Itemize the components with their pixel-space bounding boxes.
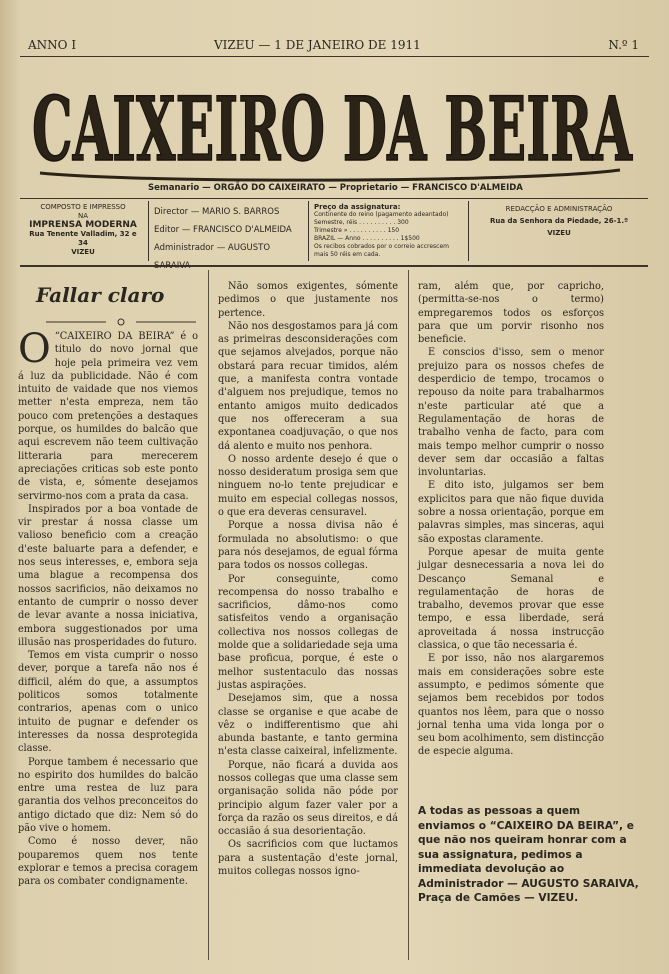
subscription-notice: A todas as pessoas a quem enviamos o “CAIXEIRO DA BEIRA”, e que não nos queiram honrar com a sua assignatura, pedimos a immediata devolução ao Administrador — AUGUSTO SARAIVA, Praça de Camões — VIZEU. [418,805,639,904]
masthead-logo [20,58,645,188]
title-ornament [46,318,196,326]
article-column-3: ram, além que, por capricho, (permitta-se-nos o termo) empregaremos todos os esforços para que um porvir risonho nos beneficie. E conscios d'isso, sem o menor prejuizo para os nossos chefes de desperdicio de tempo, trocamos o repouso da noite para trabalharmos n'este particular até que a Regulamentação de horas de trabalho venha de facto, para com mais tempo melhor cumprir o nosso dever sem dar occasião a faltas involuntarias. E dito isto, julgamos ser bem explicitos para que não fique duvida sobre a nossa orientação, porque em palavras simples, mas sinceras, aqui são expostas claramente. Porque apesar de muita gente julgar desnecessaria a nova lei do Descanço Semanal e regulamentação de horas de trabalho, devemos provar que esse tempo, e essa liberdade, será aproveitada á nossa instrucção classica, o que tão necessaria é. E por isso, não nos alargaremos mais em considerações sobre este assumpto, e pedimos sómente que sejamos bem recebidos por todos quantos nos lêem, para que o nosso jornal tenha uma vida longa por o seu bom acolhimento, sem distincção de especie alguma. [418,281,604,758]
article-column-1: O “CAIXEIRO DA BEIRA” é o titulo do novo jornal que hoje pela primeira vez vem á luz da publicidade. Não é com intuito de vaidade que nos viemos metter n'esta empreza, nem tão pouco com pretenções a destaques porque, os humildes do balcão que aqui escrevem não teem cultivação litteraria para merecerem apreciações criticas sob este ponto de vista, e, sómente desejamos servirmo-nos com a prata da casa. Inspirados por a boa vontade de vir prestar á nossa classe um valioso beneficio com a creação d'este baluarte para a defender, e nos seus interesses, e, embora seja uma blague a recompensa dos nossos sacrificios, não deixamos no entanto de cumprir o nosso dever de levar avante a nossa iniciativa, embora suggestionados por uma illusão nas prosperidades do futuro. Temos em vista cumprir o nosso dever, porque a tarefa não nos é difficil, além do que, a assumptos politicos somos totalmente contrarios, apenas com o unico intuito de pugnar e defender os interesses da nossa desprotegida classe. Porque tambem é necessario que no espirito dos humildes do balcão entre uma restea de luz para garantia dos velhos preconceitos do antigo dictado que diz: Nem só do pão vive o homem. Como é nosso dever, não pouparemos quem nos tente explorar e temos a precisa coragem para os combater condignamente. [18,326,198,888]
article-title: Fallar claro [36,283,165,307]
info-bar [20,198,648,271]
printer-info: COMPOSTO E IMPRESSO NA IMPRENSA MODERNA Rua Tenente Valladim, 32 e 34 VIZEU [29,203,137,256]
office-info: REDACÇÃO E ADMINISTRAÇÃO Rua da Senhora da Piedade, 26-1.º VIZEU [489,205,629,237]
column-rule [208,270,209,960]
masthead-subtitle: Semanario — ORGÃO DO CAIXEIRATO — Proprietario — FRANCISCO D'ALMEIDA [148,183,523,193]
article-column-2: Não somos exigentes, sómente pedimos o que justamente nos pertence. Não nos desgostamos para já com as primeiras desconsiderações com que sejamos alvejados, porque não obstará para recuar timidos, além que, a manifesta contra vontade d'alguem nos prejudique, temos no entanto amigos muito dedicados que nos offereceram a sua expontanea coadjuvação, o que nos dá alento e muito nos penhora. O nosso ardente desejo é que o nosso desideratum prosiga sem que ninguem no-lo tente prejudicar e muito em especial collegas nossos, o que era deveras censuravel. Porque a nossa divisa não é formulada no absolutismo: o que para nós desejamos, de egual fórma para todos os nossos collegas. Por conseguinte, como recompensa do nosso trabalho e sacrificios, dâmo-nos como satisfeitos vendo a organisação collectiva nos nossos collegas de molde que a solidariedade seja uma base proficua, porque, é este o melhor sustentaculo das nossas justas aspirações. Desejamos sim, que a nossa classe se organise e que acabe de vêz o indifferentismo que ahi abunda bastante, e tanto germina n'esta classe caixeiral, infelizmente. Porque, não ficará a duvida aos nossos collegas que uma classe sem organisação solida não póde por principio algum fazer valer por a força da razão os seus direitos, e dá occasião á sua desorientação. Os sacrificios com que luctamos para a sustentação d'este jornal, muitos collegas nossos igno- [218,281,398,878]
column-rule [408,270,409,960]
year-label: ANNO I [28,38,77,52]
issue-header [26,38,643,54]
staff-info: Director — MARIO S. BARROS Editor — FRANCISCO D'ALMEIDA Administrador — AUGUSTO SARAIVA [154,207,292,271]
issue-number: N.º 1 [608,38,639,52]
header-rule [20,56,649,57]
masthead-title: CAIXEIRO DA BEIRA [32,77,633,181]
subscription-prices: Preço da assignatura: Continente do reino (pagamento adeantado) Semestre, réis . . . . . . . . . . 300 Trimestre » . . . . . . . . . . 150 BRAZIL — Anno . . . . . . . . . . 1$500 Os recibos cobrados por o correio accrescem mais 50 réis em cada. [314,203,449,258]
drop-cap: O [18,326,51,372]
date-line: VIZEU — 1 DE JANEIRO DE 1911 [214,38,421,52]
